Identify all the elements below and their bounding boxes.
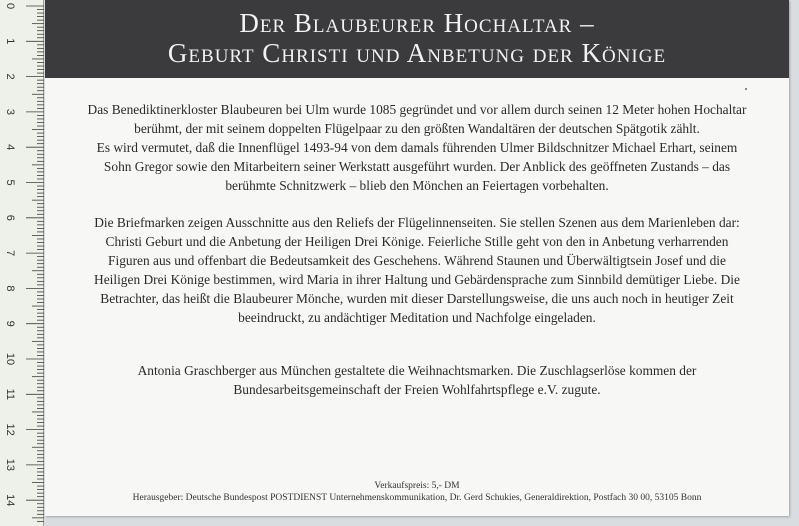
ruler-number: 0 [4, 2, 16, 10]
ruler-number: 2 [4, 73, 16, 80]
paragraph-attribution: Es wird vermutet, daß die Innenflügel 1493-94 von dem damals führenden Ulmer Bildschnitzer Michael Erhart, seinem Sohn Gregor sowie den Mitarbeitern seiner Werkstatt ausgeführt wurden. Der Anblick des geöffneten Zustands – das berühmte Schnitzwerk – blieb den Mönchen an Feiertagen vorbehalten. [96, 140, 738, 193]
ruler-number: 12 [4, 423, 16, 436]
measuring-ruler [0, 0, 44, 526]
ruler-number: 4 [4, 144, 16, 151]
paragraph-designer: Antonia Graschberger aus München gestaltete die Weihnachtsmarken. Die Zuschlagserlöse kommen der Bundesarbeitsgemeinschaft der Freien Wohlfahrtspflege e.V. zugute. [137, 363, 697, 397]
publisher-note: Herausgeber: Deutsche Bundespost POSTDIENST Unternehmenskommunikation, Dr. Gerd Schukies, Generaldirektion, Postfach 30 00, 53105 Bonn [132, 493, 702, 503]
ruler-number: 10 [4, 352, 16, 366]
ruler-number: 13 [4, 458, 16, 472]
info-card [45, 0, 789, 516]
ruler-scale [0, 0, 44, 526]
ruler-number: 1 [4, 38, 16, 45]
body-text [85, 100, 749, 399]
ruler-number: 3 [4, 108, 16, 115]
ruler-number: 11 [4, 388, 16, 401]
title-line-1: Der Blaubeurer Hochaltar – [239, 8, 595, 38]
footer [45, 480, 789, 504]
price-note: Verkaufspreis: 5,- DM [374, 481, 460, 491]
print-speck [745, 88, 747, 90]
title-line-2: Geburt Christi und Anbetung der Könige [167, 38, 667, 68]
ruler-number: 5 [4, 179, 16, 186]
ruler-number: 6 [4, 214, 16, 221]
ruler-number: 7 [4, 250, 16, 257]
title-banner [45, 0, 789, 78]
ruler-number: 14 [4, 494, 16, 507]
paragraph-history: Das Benediktinerkloster Blaubeuren bei Ulm wurde 1085 gegründet und vor allem durch seinen 12 Meter hohen Hochaltar berühmt, der mit seinem doppelten Flügelpaar zu den größten Wandaltären der deutschen Spätgotik zählt. [87, 102, 747, 136]
paragraph-stamps: Die Briefmarken zeigen Ausschnitte aus den Reliefs der Flügelinnenseiten. Sie stellen Szenen aus dem Marienleben dar: Christi Geburt und die Anbetung der Heiligen Drei Könige. Feierliche Stille geht von den in Anbetung verharrenden Figuren aus und offenbart die Bedeutsamkeit des Geschehens. Während Staunen und Überwältigtsein Josef und die Heiligen Drei Könige bestimmen, wird Maria in ihrer Haltung und Gebärdensprache zum Sinnbild demütiger Liebe. Die Betrachter, das heißt die Blaubeurer Mönche, wurden mit dieser Darstellungsweise, die uns auch noch in heutiger Zeit beeindruckt, zu andächtiger Meditation und Nachfolge eingeladen. [94, 215, 740, 325]
ruler-number: 9 [4, 320, 16, 327]
ruler-number: 8 [4, 285, 16, 292]
